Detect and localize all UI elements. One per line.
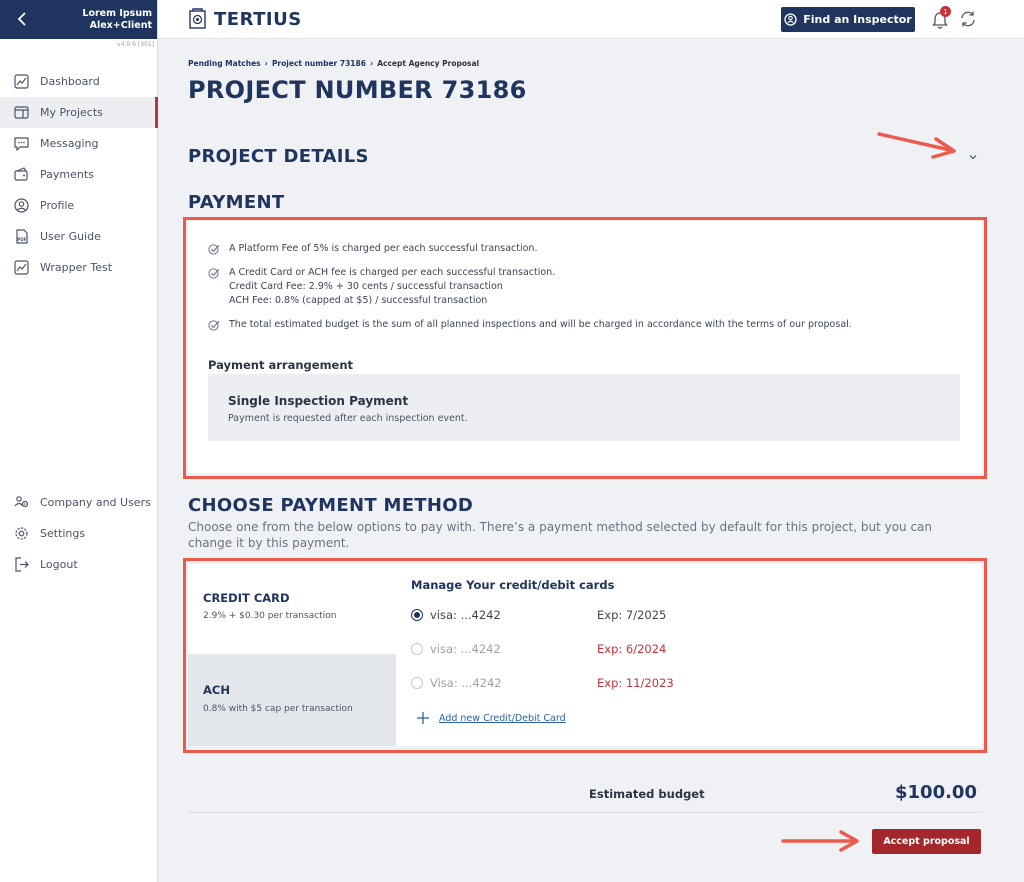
sidebar-item-wrapper-test[interactable] xyxy=(0,252,157,283)
user-account: Alex+Client xyxy=(89,20,152,31)
sidebar-item-label: Settings xyxy=(40,527,86,540)
sidebar-header xyxy=(0,0,157,39)
estimated-budget-label: Estimated budget xyxy=(589,787,705,801)
annotation-highlight-method xyxy=(183,558,987,753)
sidebar-item-label: Payments xyxy=(40,168,94,181)
profile-icon xyxy=(13,197,30,214)
top-bar xyxy=(158,0,1024,39)
fee-text-line: The total estimated budget is the sum of all planned inspections and will be charged in accordance with the terms of our proposal. xyxy=(229,319,852,330)
payment-type-desc: 2.9% + $0.30 per transaction xyxy=(203,611,337,621)
find-inspector-label: Find an Inspector xyxy=(803,13,912,26)
fee-text-line: Credit Card Fee: 2.9% + 30 cents / successful transaction xyxy=(229,281,503,292)
app-version: v4.0.6 [301] xyxy=(117,41,154,48)
find-inspector-button[interactable] xyxy=(781,7,915,32)
breadcrumb-separator-icon: › xyxy=(369,59,374,68)
sidebar-bottom-nav xyxy=(0,487,157,580)
payment-type-name: ACH xyxy=(203,683,230,697)
sidebar-item-label: My Projects xyxy=(40,106,103,119)
gear-icon xyxy=(13,525,30,542)
fee-text-line: ACH Fee: 0.8% (capped at $5) / successful transaction xyxy=(229,295,488,306)
sidebar-item-label: Profile xyxy=(40,199,75,212)
search-user-icon xyxy=(784,13,797,26)
card-number: visa: ...4242 xyxy=(430,608,501,622)
user-name: Lorem Ipsum xyxy=(82,8,152,19)
payment-arrangement-heading: Payment arrangement xyxy=(208,358,354,372)
brand-logo[interactable] xyxy=(188,8,302,30)
card-expiry: Exp: 11/2023 xyxy=(597,676,674,690)
breadcrumb-current: Accept Agency Proposal xyxy=(377,59,480,68)
card-expiry: Exp: 6/2024 xyxy=(597,642,667,656)
users-icon xyxy=(13,494,30,511)
sidebar xyxy=(0,0,158,882)
payment-type-name: CREDIT CARD xyxy=(203,591,290,605)
dashboard-icon xyxy=(13,73,30,90)
payment-method-heading: CHOOSE PAYMENT METHOD xyxy=(188,495,474,516)
messaging-icon xyxy=(13,135,30,152)
card-number: visa: ...4242 xyxy=(430,642,501,656)
sidebar-item-settings[interactable] xyxy=(0,518,157,549)
sidebar-item-profile[interactable] xyxy=(0,190,157,221)
sidebar-item-company-users[interactable] xyxy=(0,487,157,518)
sidebar-item-user-guide[interactable] xyxy=(0,221,157,252)
annotation-arrow-icon xyxy=(780,828,862,854)
annotation-arrow-icon xyxy=(876,128,960,164)
breadcrumb-project[interactable]: Project number 73186 xyxy=(271,59,366,68)
payment-heading: PAYMENT xyxy=(188,192,285,213)
divider xyxy=(188,812,982,813)
sidebar-item-label: Logout xyxy=(40,558,78,571)
breadcrumb-pending-matches[interactable]: Pending Matches xyxy=(188,59,261,68)
project-details-heading[interactable]: PROJECT DETAILS xyxy=(188,146,369,167)
user-info xyxy=(82,8,152,32)
sidebar-item-label: Company and Users xyxy=(40,496,151,509)
card-expiry: Exp: 7/2025 xyxy=(597,608,667,622)
sync-icon[interactable] xyxy=(959,10,977,28)
chevron-down-icon[interactable] xyxy=(968,153,978,161)
sidebar-item-label: Wrapper Test xyxy=(40,261,113,274)
sidebar-item-logout[interactable] xyxy=(0,549,157,580)
add-card-label: Add new Credit/Debit Card xyxy=(439,712,566,724)
sidebar-item-label: Messaging xyxy=(40,137,99,150)
breadcrumb xyxy=(188,59,479,68)
page-title: PROJECT NUMBER 73186 xyxy=(188,76,527,104)
annotation-highlight-payment xyxy=(183,217,987,479)
payment-method-description: Choose one from the below options to pay with. There’s a payment method selected by default for this project, but you can change it by this payment. xyxy=(188,520,933,550)
sidebar-item-dashboard[interactable] xyxy=(0,66,157,97)
card-number: Visa: ...4242 xyxy=(430,676,502,690)
sidebar-item-my-projects[interactable] xyxy=(0,97,157,128)
projects-icon xyxy=(13,104,30,121)
sidebar-item-label: User Guide xyxy=(40,230,101,243)
tertius-logo-icon xyxy=(188,8,208,30)
estimated-budget-value: $100.00 xyxy=(895,782,977,803)
wrapper-icon xyxy=(13,259,30,276)
sidebar-item-label: Dashboard xyxy=(40,75,100,88)
breadcrumb-separator-icon: › xyxy=(264,59,268,68)
sidebar-nav xyxy=(0,66,157,283)
sidebar-item-payments[interactable] xyxy=(0,159,157,190)
payment-type-desc: 0.8% with $5 cap per transaction xyxy=(203,704,353,714)
arrangement-description: Payment is requested after each inspection event. xyxy=(228,413,468,424)
sidebar-item-messaging[interactable] xyxy=(0,128,157,159)
pdf-icon xyxy=(13,228,30,245)
fee-text-line: A Credit Card or ACH fee is charged per each successful transaction. xyxy=(229,267,556,278)
back-arrow-icon[interactable] xyxy=(14,9,32,29)
fee-text-line: A Platform Fee of 5% is charged per each successful transaction. xyxy=(229,243,538,254)
svg-text:PDF: PDF xyxy=(17,237,27,242)
notification-badge: 1 xyxy=(940,6,951,17)
payments-icon xyxy=(13,166,30,183)
accept-proposal-button[interactable]: Accept proposal xyxy=(872,829,981,854)
brand-name: TERTIUS xyxy=(214,8,302,30)
logout-icon xyxy=(13,556,30,573)
arrangement-title: Single Inspection Payment xyxy=(228,394,409,408)
cards-heading: Manage Your credit/debit cards xyxy=(411,578,615,592)
